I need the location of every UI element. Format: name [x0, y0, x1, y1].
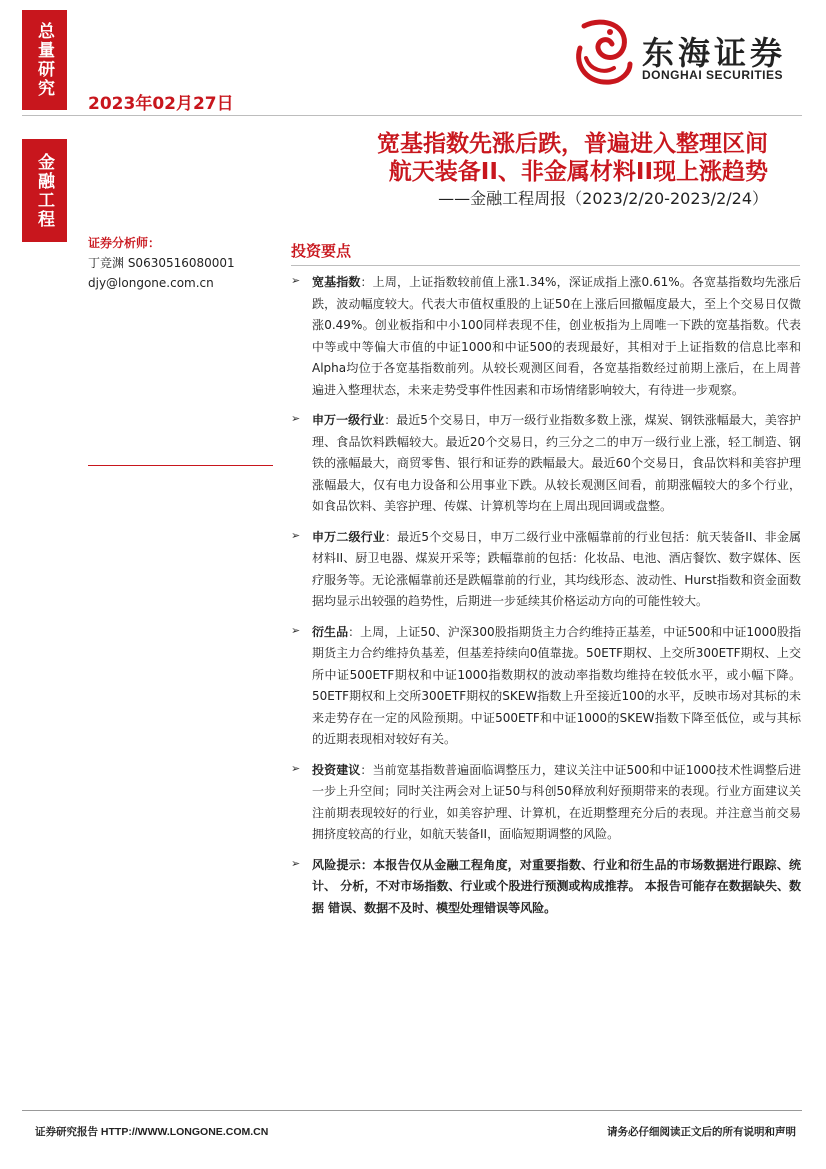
footer-website: 证券研究报告 HTTP://WWW.LONGONE.COM.CN: [35, 1126, 269, 1138]
analyst-name: 丁竞渊 S0630516080001: [88, 256, 235, 270]
sidebar-divider: [88, 465, 273, 466]
key-points-list: [291, 272, 801, 928]
title-line-1: 宽基指数先涨后跌，普遍进入整理区间: [377, 131, 768, 157]
list-item: [291, 410, 801, 518]
bullet-text: ：上周，上证50、沪深300股指期货主力合约维持正基差，中证500和中证1000股指期货主力合约维持负基差，但基差持续向0值靠拢。50ETF期权、上交所300ETF期权、上交所中证500ETF期权和中证1000指数期权的波动率指数均维持在较低水平，或小幅下降。50ETF期权和上交所300ETF期权的SKEW指数上升至接近100的水平，反映市场对其标的未来走势存在一定的风险预期。中证500ETF和中证1000的SKEW指数下降至低位，或与其标的近期表现相对较好有关。: [312, 624, 801, 746]
arrow-bullet-icon: ➢: [291, 856, 301, 870]
arrow-bullet-icon: ➢: [291, 412, 301, 425]
list-item: [291, 527, 801, 613]
list-item: [291, 272, 801, 401]
section-divider: [291, 265, 800, 266]
arrow-bullet-icon: ➢: [291, 623, 301, 637]
analyst-info: [88, 233, 235, 293]
bullet-lead: 风险提示: [312, 857, 361, 872]
dragon-logo-icon: [570, 18, 636, 88]
subcategory-tag: 金融工程: [22, 139, 67, 242]
header-divider: [22, 115, 802, 116]
bullet-lead: 宽基指数: [312, 275, 361, 289]
report-subtitle: ——金融工程周报（2023/2/20-2023/2/24）: [438, 189, 768, 208]
logo-cn-name: 东海证券: [642, 34, 787, 72]
bullet-lead: 申万二级行业: [312, 529, 385, 544]
footer-disclaimer: 请务必仔细阅读正文后的所有说明和声明: [607, 1126, 796, 1138]
list-item: [291, 622, 801, 751]
report-title: [377, 130, 768, 212]
analyst-label: 证券分析师：: [88, 236, 161, 250]
list-item: [291, 760, 801, 846]
bullet-lead: 申万一级行业: [312, 413, 385, 427]
arrow-bullet-icon: ➢: [291, 761, 301, 775]
company-logo: [570, 18, 800, 90]
section-heading: 投资要点: [291, 242, 352, 260]
analyst-email: djy@longone.com.cn: [88, 276, 214, 290]
title-line-2: 航天装备II、非金属材料II现上涨趋势: [388, 159, 768, 185]
bullet-text: ：最近5个交易日，申万二级行业中涨幅靠前的行业包括：航天装备II、非金属材料II、厨卫电器、煤炭开采等；跌幅靠前的包括：化妆品、电池、酒店餐饮、数字媒体、医疗服务等。无论涨幅靠前还是跌幅靠前的行业，其均线形态、波动性、Hurst指数和资金面数据均显示出较强的趋势性，后期进一步延续其价格运动方向的可能性较大。: [312, 529, 801, 608]
bullet-text: ：最近5个交易日，申万一级行业指数多数上涨，煤炭、钢铁涨幅最大，美容护理、食品饮料跌幅较大。最近20个交易日，约三分之二的申万一级行业上涨，轻工制造、钢铁的涨幅最大，商贸零售、银行和证券的跌幅最大。最近60个交易日，食品饮料和美容护理涨幅最大，仅有电力设备和公用事业下跌。从较长观测区间看，前期涨幅较大的多个行业，如食品饮料、美容护理、传媒、计算机等均在上周出现回调或盘整。: [312, 413, 801, 513]
bullet-text: ：当前宽基指数普遍面临调整压力，建议关注中证500和中证1000技术性调整后进一步上升空间；同时关注两会对上证50与科创50释放利好预期带来的表现。行业方面建议关注前期表现较好的行业，如美容护理、计算机，在近期整理充分后的表现。并注意当前交易拥挤度较高的行业，如航天装备II，面临短期调整的风险。: [312, 762, 801, 841]
list-item: [291, 855, 801, 920]
arrow-bullet-icon: ➢: [291, 528, 301, 542]
report-date: 2023年02月27日: [88, 94, 234, 114]
category-tag: 总量研究: [22, 10, 67, 110]
bullet-text: ：上周，上证指数较前值上涨1.34%，深证成指上涨0.61%。各宽基指数均先涨后跌，波动幅度较大。代表大市值权重股的上证50在上涨后回撤幅度最大，至上个交易日仅微涨0.49%。创业板指和中小100同样表现不佳，创业板指为上周唯一下跌的宽基指数。代表中等或中等偏大市值的中证1000和中证500的表现最好，其相对于上证指数的信息比率和Alpha均位于各宽基指数前列。从较长观测区间看，各宽基指数经过前期上涨后，在上周普遍进入整理状态，未来走势受事件性因素和市场情绪影响较大，有待进一步观察。: [312, 275, 801, 397]
footer-divider: [22, 1110, 802, 1111]
bullet-text: ：本报告仅从金融工程角度，对重要指数、行业和衍生品的市场数据进行跟踪、统计、 分析，不对市场指数、行业或个股进行预测或构成推荐。 本报告可能存在数据缺失、数据 错误、数据不及时、模型处理错误等风险。: [312, 857, 801, 915]
arrow-bullet-icon: ➢: [291, 274, 301, 287]
bullet-lead: 投资建议: [312, 762, 361, 777]
logo-en-name: DONGHAI SECURITIES: [642, 68, 784, 82]
bullet-lead: 衍生品: [312, 624, 349, 639]
